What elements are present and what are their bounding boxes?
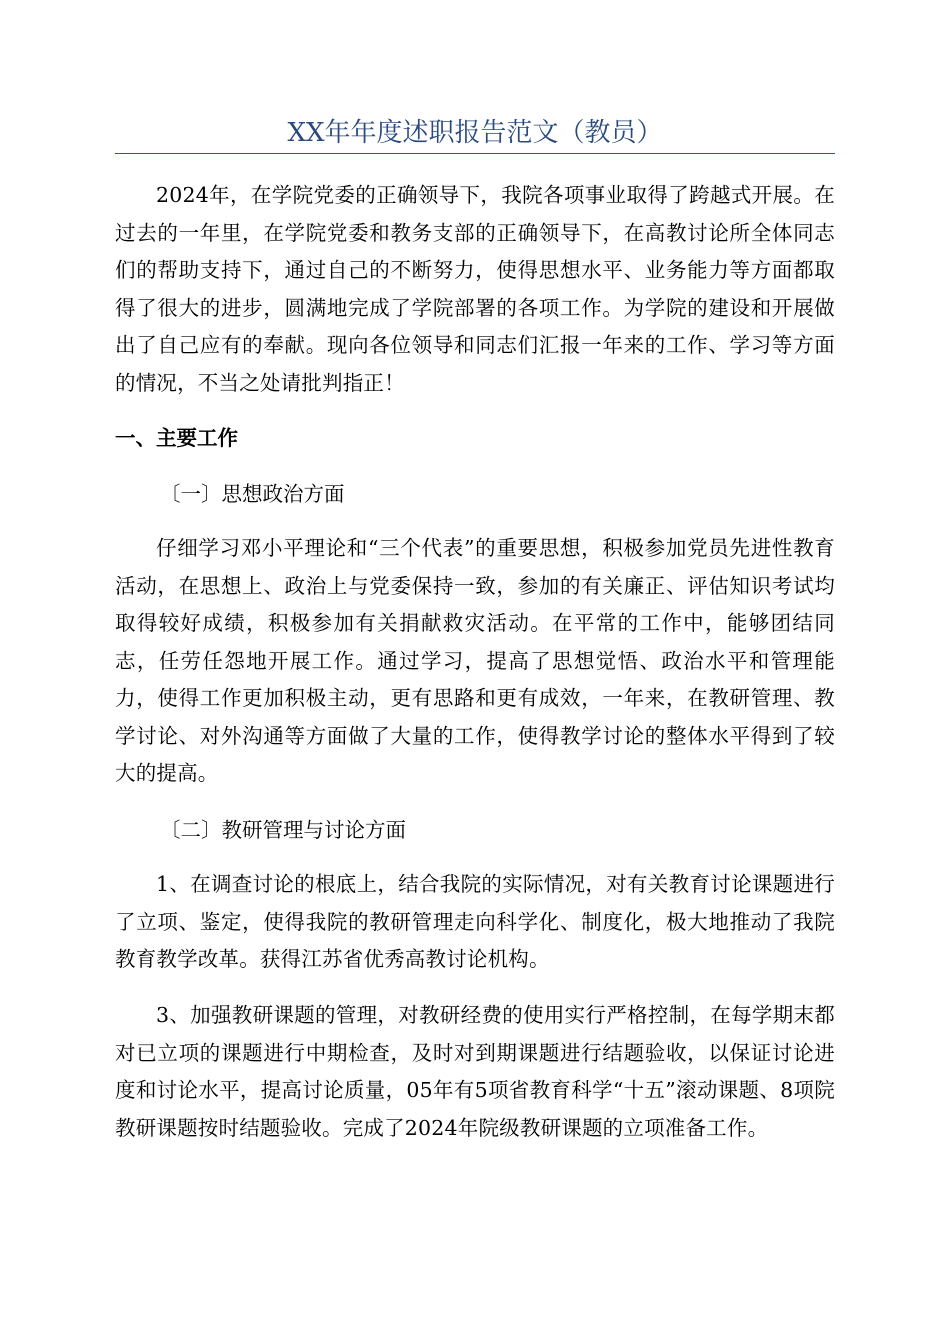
title-underline (115, 153, 835, 154)
section-heading-main-work: 一、主要工作 (115, 426, 238, 450)
research-item-1: 1、在调查讨论的根底上，结合我院的实际情况，对有关教育讨论课题进行了立项、鉴定，使得我院的教研管理走向科学化、制度化，极大地推动了我院教育教学改革。获得江苏省优秀高教讨论机构。 (115, 872, 835, 971)
subsection-heading-research: 〔二〕教研管理与讨论方面 (160, 818, 406, 842)
research-item-3: 3、加强教研课题的管理，对教研经费的使用实行严格控制，在每学期末都对已立项的课题进行中期检查，及时对到期课题进行结题验收，以保证讨论进度和讨论水平，提高讨论质量，05年有5项省教育科学“十五”滚动课题、8项院教研课题按时结题验收。完成了2024年院级教研课题的立项准备工作。 (115, 1003, 835, 1140)
intro-paragraph: 2024年，在学院党委的正确领导下，我院各项事业取得了跨越式开展。在过去的一年里，在学院党委和教务支部的正确领导下，在高教讨论所全体同志们的帮助支持下，通过自己的不断努力，使得思想水平、业务能力等方面都取得了很大的进步，圆满地完成了学院部署的各项工作。为学院的建设和开展做出了自己应有的奉献。现向各位领导和同志们汇报一年来的工作、学习等方面的情况，不当之处请批判指正！ (115, 183, 835, 395)
document-title: XX年年度述职报告范文（教员） (287, 118, 663, 148)
political-paragraph: 仔细学习邓小平理论和“三个代表”的重要思想，积极参加党员先进性教育活动，在思想上、政治上与党委保持一致，参加的有关廉正、评估知识考试均取得较好成绩，积极参加有关捐献救灾活动。在平常的工作中，能够团结同志，任劳任怨地开展工作。通过学习，提高了思想觉悟、政治水平和管理能力，使得工作更加积极主动，更有思路和更有成效，一年来，在教研管理、教学讨论、对外沟通等方面做了大量的工作，使得教学讨论的整体水平得到了较大的提高。 (115, 536, 835, 785)
subsection-heading-political: 〔一〕思想政治方面 (160, 482, 345, 506)
